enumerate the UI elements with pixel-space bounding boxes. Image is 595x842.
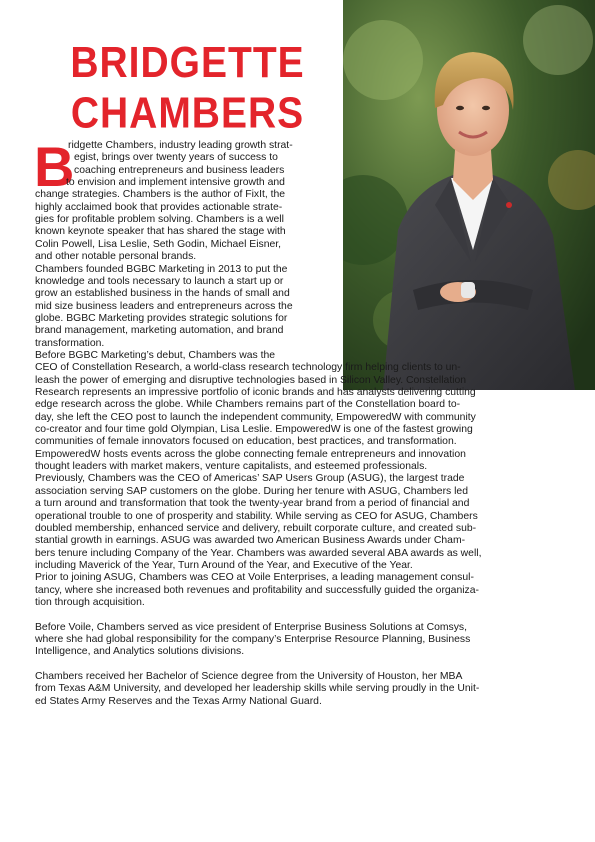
page-title xyxy=(60,38,315,139)
bio-line: including Maverick of the Year, Turn Around of the Year, and Executive of the Year. xyxy=(35,559,413,571)
bio-line: grow an established business in the hands of small and xyxy=(35,288,290,300)
bio-line: leash the power of emerging and disruptive technologies based in Silicon Valley. Constellation xyxy=(35,374,467,386)
bio-line: a turn around and transformation that took the twenty-year brand from a period of financial and xyxy=(35,498,470,510)
drop-cap: B xyxy=(34,135,75,198)
bio-line: Before BGBC Marketing’s debut, Chambers was the xyxy=(35,349,276,361)
bio-line: Previously, Chambers was the CEO of Americas’ SAP Users Group (ASUG), the largest trade xyxy=(35,473,465,485)
bio-line: Colin Powell, Lisa Leslie, Seth Godin, Michael Eisner, xyxy=(35,238,282,250)
bio-line: knowledge and tools necessary to launch a start up or xyxy=(35,275,284,287)
bio-line: tancy, where she increased both revenues and profitability and successfully guided the organiza- xyxy=(35,584,479,596)
bio-line: Chambers founded BGBC Marketing in 2013 to put the xyxy=(35,263,288,275)
bio-line: thought leaders with market makers, venture capitalists, and esteemed professionals. xyxy=(35,461,428,473)
bio-line: ed States Army Reserves and the Texas Army National Guard. xyxy=(35,695,322,707)
bio-line: where she had global responsibility for the company’s Enterprise Resource Planning, Business xyxy=(35,634,471,645)
bio-line: and other notable personal brands. xyxy=(35,251,197,263)
bio-line: egist, brings over twenty years of success to xyxy=(74,152,278,164)
bio-line: bers tenure including Company of the Year. Chambers was awarded several ABA awards as well, xyxy=(35,547,482,559)
bio-line: transformation. xyxy=(35,337,105,349)
bio-line: edge research across the globe. While Chambers remains part of the Constellation board to- xyxy=(35,399,461,411)
bio-line: brand management, marketing automation, and brand xyxy=(35,325,284,337)
bio-line: mid size business leaders and entrepreneurs across the xyxy=(35,300,293,312)
portrait-photo xyxy=(343,0,595,390)
bio-line: from Texas A&M University, and developed her leadership skills while serving proudly in the Unit- xyxy=(35,683,480,695)
bio-line: Prior to joining ASUG, Chambers was CEO at Voile Enterprises, a leading management consul- xyxy=(35,572,474,584)
bio-line: EmpoweredW hosts events across the globe connecting female entrepreneurs and innovation xyxy=(35,448,466,460)
bio-line: globe. BGBC Marketing provides strategic solutions for xyxy=(35,312,288,324)
bio-line: association serving SAP customers on the globe. During her tenure with ASUG, Chambers led xyxy=(35,485,468,497)
bio-line: highly acclaimed book that provides actionable strate- xyxy=(35,201,283,213)
bio-line: day, she left the CEO post to launch the independent community, EmpoweredW with community xyxy=(35,411,476,423)
title-first-name: BRIDGETTE xyxy=(70,39,305,88)
bio-line: stantial growth in earnings. ASUG was awarded two American Business Awards under Cham- xyxy=(35,535,466,547)
bio-line: to envision and implement intensive growth and xyxy=(66,177,285,189)
bio-line: coaching entrepreneurs and business leaders xyxy=(74,164,285,176)
bio-line: gies for profitable problem solving. Chambers is a well xyxy=(35,214,284,226)
bio-line: Research represents an impressive portfolio of iconic brands and has analysts delivering cutting xyxy=(35,387,476,398)
bio-line: change strategies. Chambers is the author of FixIt, the xyxy=(35,189,286,201)
bio-line: operational trouble to one of prosperity and stability. While serving as CEO for ASUG, Chambers xyxy=(35,510,478,522)
bio-line: ridgette Chambers, industry leading growth strat- xyxy=(68,140,293,151)
bio-line: tion through acquisition. xyxy=(35,596,145,608)
title-last-name: CHAMBERS xyxy=(70,89,305,138)
bio-line: doubled membership, enhanced service and delivery, rebuilt corporate culture, and created sub- xyxy=(35,522,477,534)
bio-line: Intelligence, and Analytics solutions divisions. xyxy=(35,646,245,658)
bio-line: known keynote speaker that has shared the stage with xyxy=(35,226,286,238)
bio-line: CEO of Constellation Research, a world-class research technology firm helping clients to un- xyxy=(35,362,461,374)
bio-line: Chambers received her Bachelor of Science degree from the University of Houston, her MBA xyxy=(35,671,463,683)
bio-line: Before Voile, Chambers served as vice president of Enterprise Business Solutions at Comsys, xyxy=(35,621,467,633)
bio-line: communities of female innovators focused on education, best practices, and transformation. xyxy=(35,436,457,448)
bio-line: co-creator and four time gold Olympian, Lisa Leslie. EmpoweredW is one of the fastest growing xyxy=(35,424,473,436)
